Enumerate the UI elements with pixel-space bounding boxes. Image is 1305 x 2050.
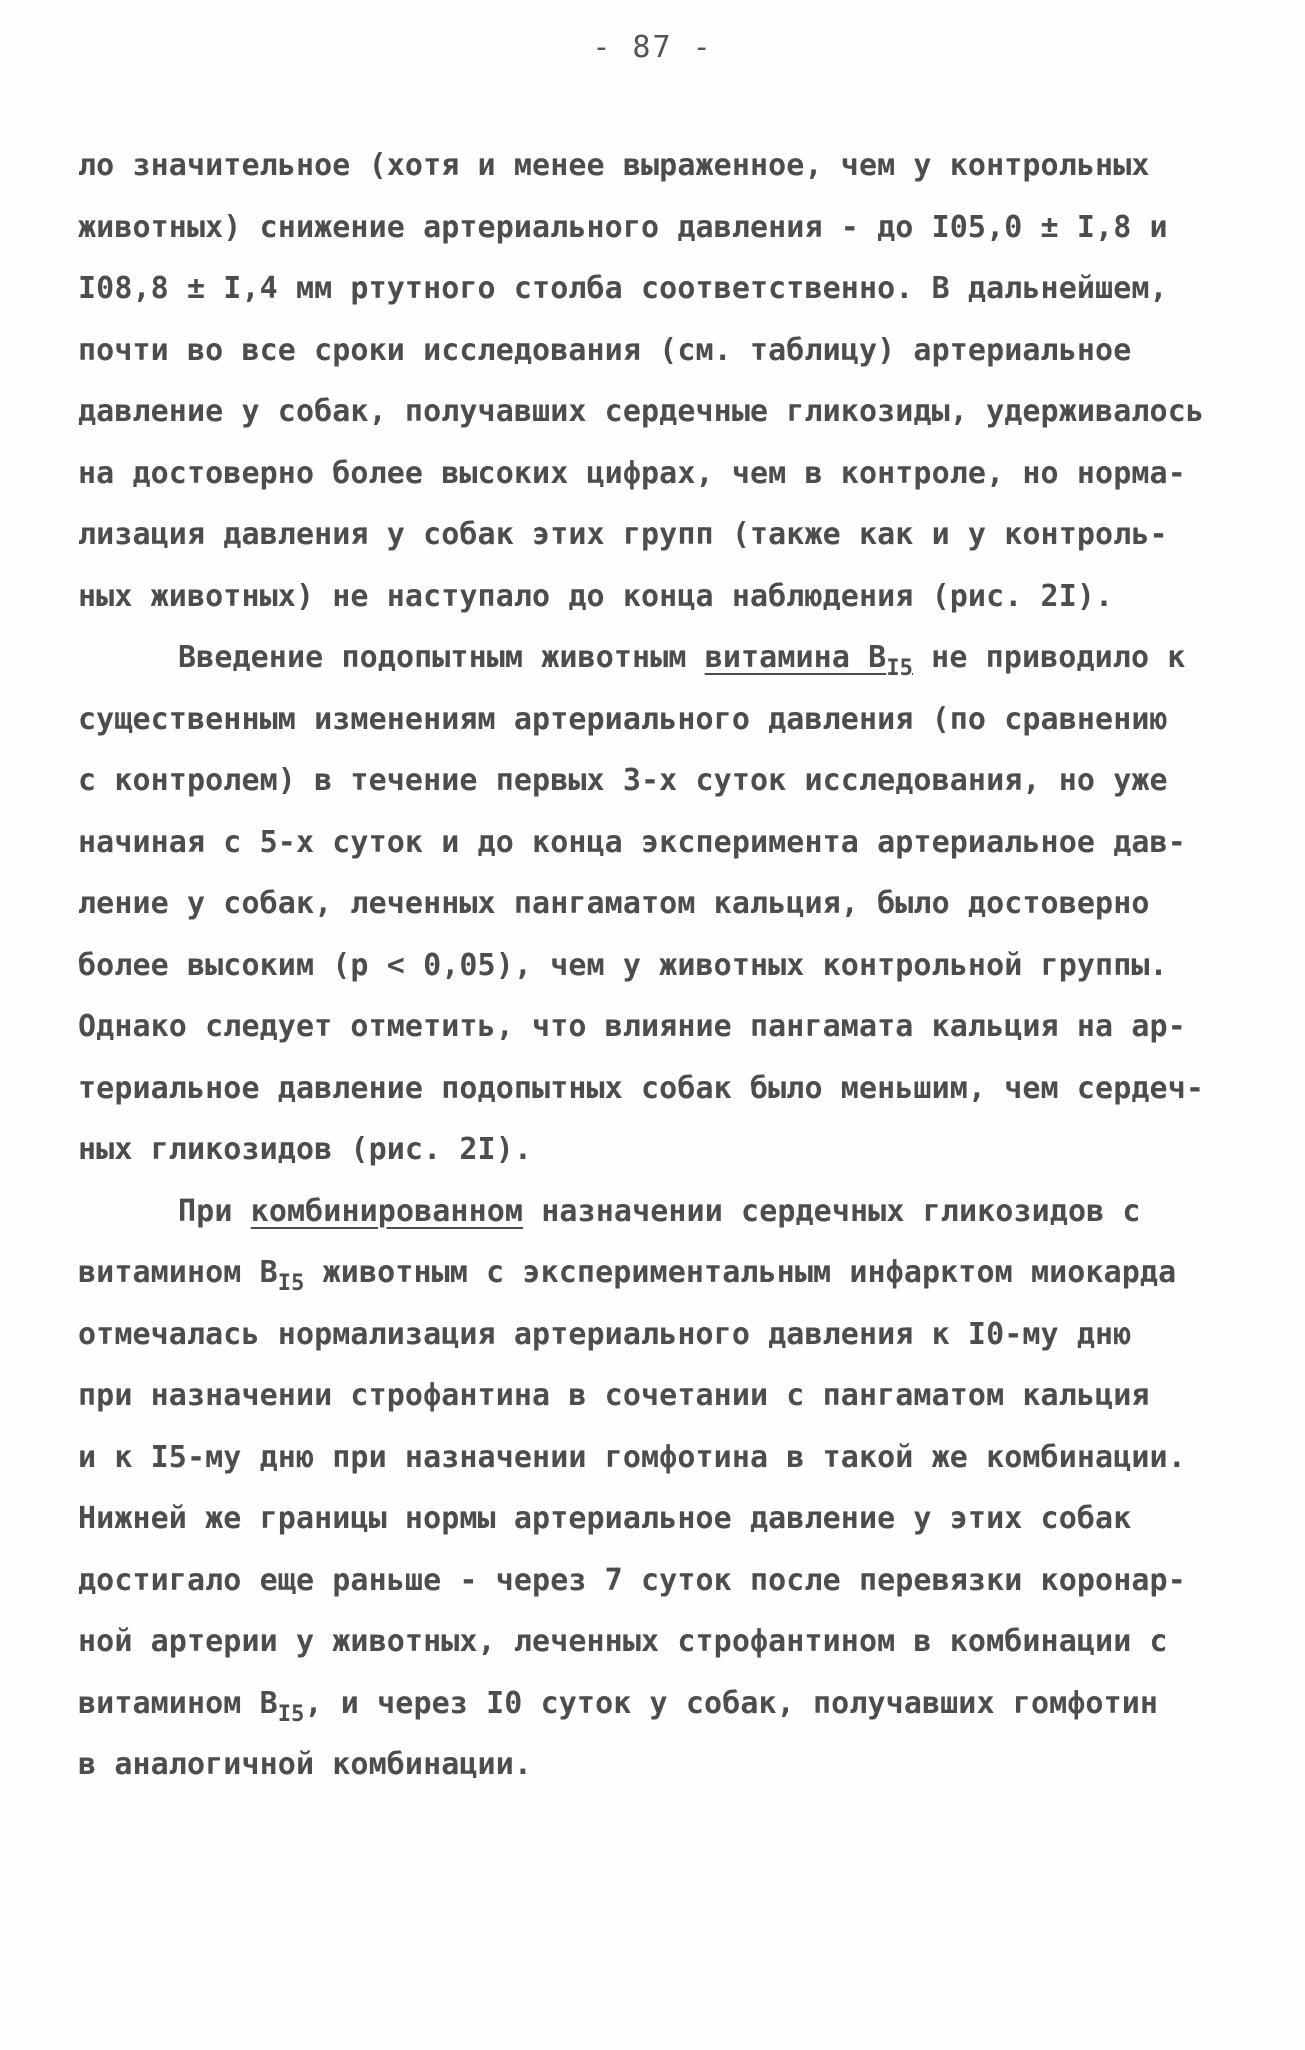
- text-line: ление у собак, леченных пангаматом кальция, было достоверно: [78, 886, 1150, 921]
- text-line: ло значительное (хотя и менее выраженное, чем у контрольных: [78, 148, 1150, 183]
- text-line: в аналогичной комбинации.: [78, 1747, 533, 1782]
- text-line: более высоким (р < 0,05), чем у животных контрольной группы.: [78, 947, 1168, 983]
- text-line: ных животных) не наступало до конца наблюдения (рис. 2I).: [78, 578, 1114, 614]
- text-run: , и через I0 суток у собак, получавших гомфотин: [304, 1685, 1159, 1721]
- body-text: [78, 135, 1238, 1796]
- text-line: [78, 1673, 1238, 1735]
- page-number: - 87 -: [592, 30, 713, 65]
- text-run: витамина B: [704, 640, 887, 675]
- text-line: с контролем) в течение первых 3-х суток исследования, но уже: [78, 763, 1168, 798]
- text-line: почти во все сроки исследования (см. таблицу) артериальное: [78, 332, 1132, 368]
- text-line: I08,8 ± I,4 мм ртутного столба соответственно. В дальнейшем,: [78, 271, 1168, 306]
- paragraph-first-line: [78, 1181, 1238, 1243]
- text-line: достигало еще раньше - через 7 суток после перевязки коронар-: [78, 1562, 1186, 1598]
- text-run: животным с экспериментальным инфарктом миокарда: [304, 1255, 1177, 1290]
- text-run: При: [178, 1193, 251, 1229]
- text-run: Введение подопытным животным: [178, 640, 705, 675]
- text-line: давление у собак, получавших сердечные гликозиды, удерживалось: [78, 394, 1205, 429]
- text-run: назначении сердечных гликозидов с: [523, 1193, 1141, 1229]
- text-line: на достоверно более высоких цифрах, чем в контроле, но норма-: [78, 455, 1186, 491]
- text-line: начиная с 5-х суток и до конца эксперимента артериальное дав-: [78, 824, 1186, 860]
- text-line: [78, 1242, 1238, 1304]
- text-line: териальное давление подопытных собак было меньшим, чем сердеч-: [78, 1070, 1205, 1106]
- subscript: I5: [277, 1701, 305, 1727]
- text-line: и к I5-му дню при назначении гомфотина в такой же комбинации.: [78, 1439, 1186, 1475]
- text-line: Нижней же границы нормы артериальное давление у этих собак: [78, 1501, 1132, 1536]
- text-line: ных гликозидов (рис. 2I).: [78, 1132, 533, 1167]
- subscript: I5: [886, 656, 914, 681]
- text-run: витамином B: [78, 1255, 278, 1290]
- subscript: I5: [277, 1271, 305, 1296]
- text-line: отмечалась нормализация артериального давления к I0-му дню: [78, 1316, 1132, 1352]
- text-line: Однако следует отметить, что влияние пангамата кальция на ар-: [78, 1009, 1186, 1044]
- paragraph-first-line: [78, 627, 1238, 689]
- text-run: витамином B: [78, 1685, 278, 1721]
- text-line: лизация давления у собак этих групп (также как и у контроль-: [78, 517, 1168, 552]
- text-line: ной артерии у животных, леченных строфантином в комбинации с: [78, 1624, 1168, 1659]
- text-line: существенным изменениям артериального давления (по сравнению: [78, 701, 1168, 737]
- text-line: при назначении строфантина в сочетании с пангаматом кальция: [78, 1378, 1150, 1413]
- text-run: не приводило к: [913, 640, 1186, 675]
- underlined-term: комбинированном: [250, 1193, 524, 1229]
- text-line: животных) снижение артериального давления - до I05,0 ± I,8 и: [78, 209, 1168, 245]
- underlined-term: [704, 640, 914, 681]
